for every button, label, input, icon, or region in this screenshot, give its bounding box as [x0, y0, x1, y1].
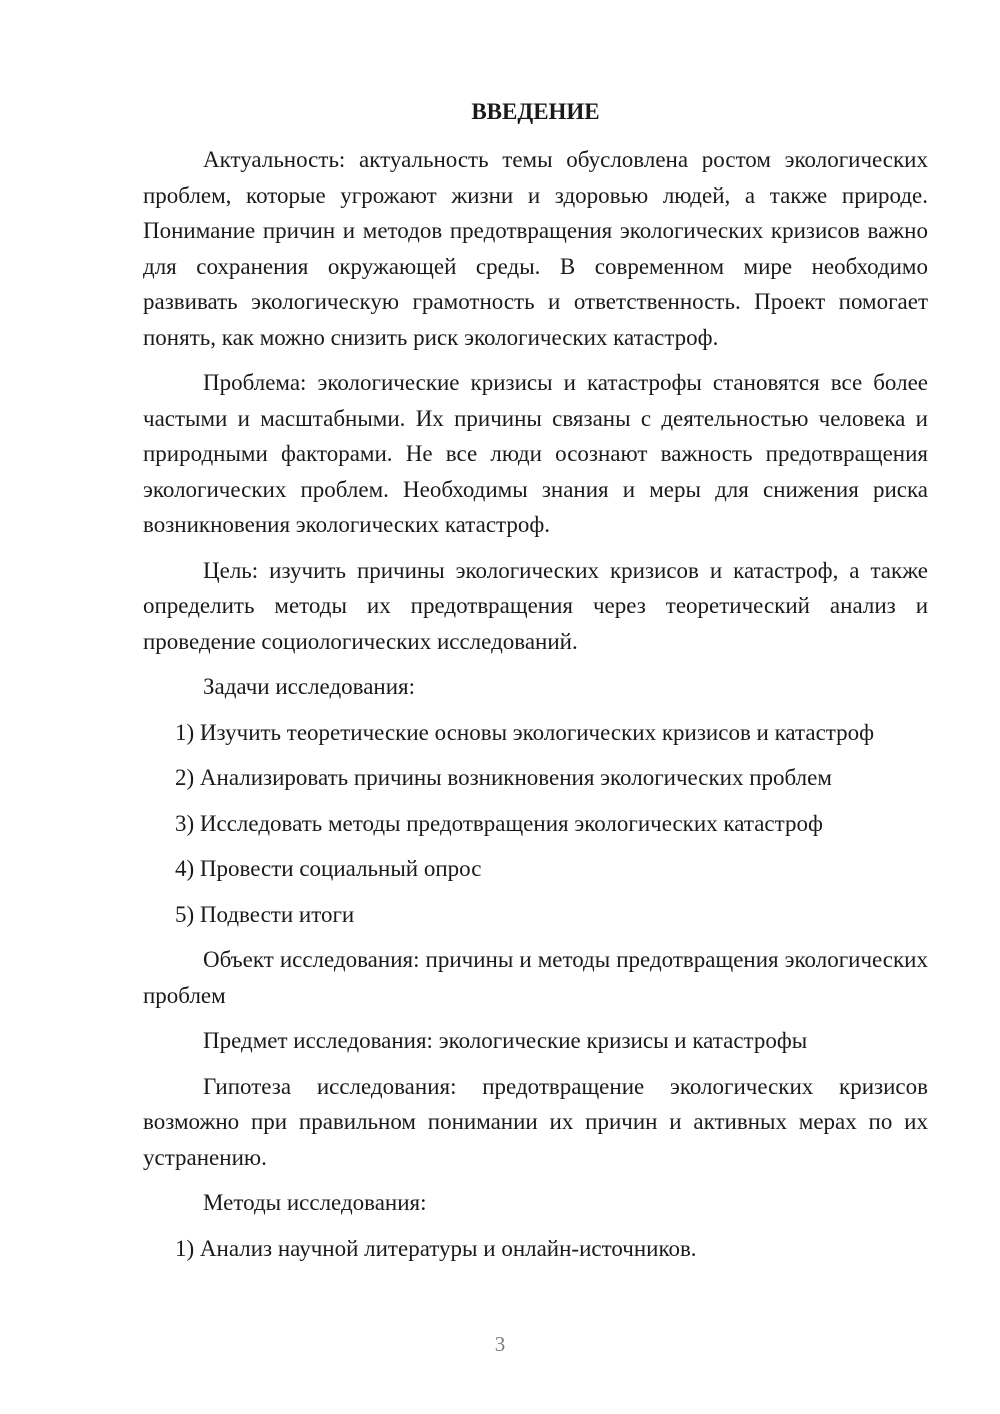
object-paragraph: Объект исследования: причины и методы предотвращения экологических проблем [143, 947, 928, 1008]
hypothesis-paragraph: Гипотеза исследования: предотвращение экологических кризисов возможно при правильном понимании их причин и активных мерах по их устранению. [143, 1073, 928, 1170]
list-item: 2) Анализировать причины возникновения экологических проблем [175, 765, 832, 790]
problem-paragraph: Проблема: экологические кризисы и катастрофы становятся все более частыми и масштабными. Их причины связаны с деятельностью человека и природными факторами. Не все люди осознают важность предотвращения экологических проблем. Необходимы знания и меры для снижения риска возникновения экологических катастроф. [143, 370, 928, 537]
page-number: 3 [494, 1332, 506, 1356]
list-item: 1) Анализ научной литературы и онлайн-источников. [175, 1235, 697, 1261]
methods-list [143, 1231, 928, 1267]
list-item: 3) Исследовать методы предотвращения экологических катастроф [175, 810, 823, 836]
document-page [143, 94, 928, 1276]
goal-paragraph: Цель: изучить причины экологических кризисов и катастроф, а также определить методы их предотвращения через теоретический анализ и проведение социологических исследований. [143, 557, 928, 654]
relevance-paragraph: Актуальность: актуальность темы обусловлена ростом экологических проблем, которые угрожают жизни и здоровью людей, а также природе. Понимание причин и методов предотвращения экологических кризисов важно для сохранения окружающей среды. В современном мире необходимо развивать экологическую грамотность и ответственность. Проект помогает понять, как можно снизить риск экологических катастроф. [143, 147, 928, 350]
tasks-heading: Задачи исследования: [203, 674, 416, 699]
tasks-list [143, 715, 928, 933]
list-item: 1) Изучить теоретические основы экологических кризисов и катастроф [175, 719, 875, 745]
page-title: ВВЕДЕНИЕ [471, 99, 600, 124]
subject-paragraph: Предмет исследования: экологические кризисы и катастрофы [203, 1028, 808, 1053]
list-item: 4) Провести социальный опрос [175, 856, 482, 881]
methods-heading: Методы исследования: [203, 1190, 427, 1215]
list-item: 5) Подвести итоги [175, 901, 355, 927]
